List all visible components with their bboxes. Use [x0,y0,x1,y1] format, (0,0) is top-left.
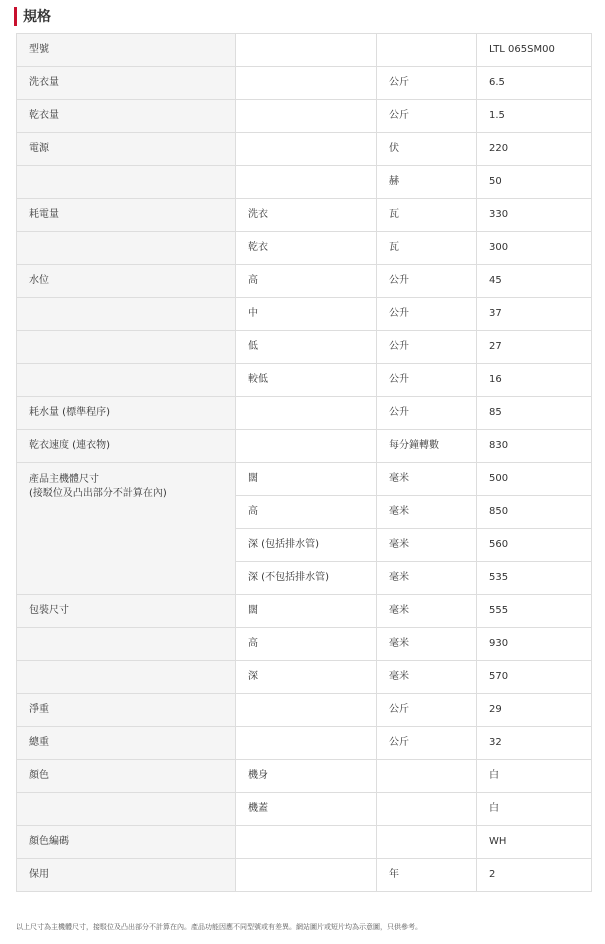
spec-sublabel-cell: 高 [236,628,377,661]
spec-value-cell: 560 [477,529,592,562]
spec-unit-cell: 公斤 [377,694,477,727]
spec-unit-cell: 毫米 [377,496,477,529]
spec-label-cell [17,628,236,661]
table-row [17,595,592,628]
table-row [17,166,592,199]
spec-sublabel-cell: 深 (不包括排水管) [236,562,377,595]
spec-sublabel-cell [236,727,377,760]
spec-value-cell: 27 [477,331,592,364]
spec-unit-cell: 瓦 [377,199,477,232]
spec-label-cell [17,793,236,826]
spec-value-cell: 白 [477,793,592,826]
spec-sublabel-cell: 洗衣 [236,199,377,232]
spec-label-cell [17,661,236,694]
table-row [17,100,592,133]
spec-sublabel-cell: 低 [236,331,377,364]
spec-value-cell: 570 [477,661,592,694]
table-row [17,133,592,166]
spec-label-cell: 包裝尺寸 [17,595,236,628]
spec-value-cell: WH [477,826,592,859]
section-title: 規格 [23,9,51,25]
spec-sublabel-cell [236,166,377,199]
spec-label-cell: 總重 [17,727,236,760]
spec-sublabel-cell [236,133,377,166]
table-row [17,67,592,100]
spec-sublabel-cell [236,67,377,100]
spec-table [16,33,592,892]
spec-label-cell: 顏色編碼 [17,826,236,859]
table-row [17,397,592,430]
heading-accent-bar [14,7,17,26]
spec-value-cell: 220 [477,133,592,166]
table-row [17,793,592,826]
table-row [17,331,592,364]
spec-unit-cell [377,34,477,67]
spec-sublabel-cell [236,100,377,133]
spec-label-cell: 電源 [17,133,236,166]
table-row [17,859,592,892]
spec-unit-cell: 公升 [377,265,477,298]
spec-unit-cell: 公升 [377,331,477,364]
spec-label-cell: 耗電量 [17,199,236,232]
spec-sublabel-cell [236,859,377,892]
spec-sublabel-cell: 高 [236,265,377,298]
spec-value-cell: 85 [477,397,592,430]
spec-sublabel-cell: 機蓋 [236,793,377,826]
spec-value-cell: 32 [477,727,592,760]
table-row [17,727,592,760]
spec-unit-cell: 毫米 [377,562,477,595]
spec-unit-cell: 瓦 [377,232,477,265]
spec-unit-cell [377,760,477,793]
spec-label-cell [17,232,236,265]
spec-unit-cell: 公斤 [377,727,477,760]
spec-label-note: (接駁位及凸出部分不計算在內) [29,488,167,499]
spec-value-cell: 45 [477,265,592,298]
spec-label-cell: 型號 [17,34,236,67]
spec-label-cell [17,463,236,595]
spec-value-cell: 16 [477,364,592,397]
spec-sublabel-cell: 乾衣 [236,232,377,265]
spec-value-cell: 850 [477,496,592,529]
table-row [17,298,592,331]
table-row [17,628,592,661]
spec-value-cell: 白 [477,760,592,793]
table-row [17,232,592,265]
spec-label-cell: 乾衣量 [17,100,236,133]
spec-value-cell: 930 [477,628,592,661]
spec-value-cell: 555 [477,595,592,628]
table-row [17,265,592,298]
spec-label-cell: 乾衣速度 (連衣物) [17,430,236,463]
table-row [17,430,592,463]
spec-unit-cell: 公斤 [377,67,477,100]
table-row [17,760,592,793]
table-row [17,364,592,397]
spec-unit-cell: 毫米 [377,463,477,496]
spec-value-cell: 6.5 [477,67,592,100]
spec-value-cell: 1.5 [477,100,592,133]
spec-label-cell: 顏色 [17,760,236,793]
spec-value-cell: 29 [477,694,592,727]
section-heading [14,5,51,27]
spec-label-line: 產品主機體尺寸 [29,474,99,485]
spec-sublabel-cell: 較低 [236,364,377,397]
spec-label-cell [17,331,236,364]
spec-sublabel-cell: 機身 [236,760,377,793]
spec-label-cell: 保用 [17,859,236,892]
spec-unit-cell: 公升 [377,298,477,331]
spec-label-cell: 淨重 [17,694,236,727]
spec-value-cell: 37 [477,298,592,331]
spec-unit-cell [377,793,477,826]
spec-unit-cell: 毫米 [377,595,477,628]
spec-sublabel-cell [236,430,377,463]
table-row [17,661,592,694]
spec-sublabel-cell [236,694,377,727]
spec-sublabel-cell: 闊 [236,463,377,496]
table-row [17,826,592,859]
spec-unit-cell: 公斤 [377,100,477,133]
spec-sublabel-cell: 深 [236,661,377,694]
spec-unit-cell: 公升 [377,364,477,397]
spec-label-cell [17,364,236,397]
table-row [17,463,592,496]
table-row [17,34,592,67]
spec-unit-cell: 毫米 [377,529,477,562]
spec-value-cell: LTL 065SM00 [477,34,592,67]
table-row [17,694,592,727]
spec-table-body [17,34,592,892]
spec-unit-cell: 公升 [377,397,477,430]
spec-value-cell: 535 [477,562,592,595]
spec-label-cell: 耗水量 (標準程序) [17,397,236,430]
spec-unit-cell [377,826,477,859]
spec-sublabel-cell [236,34,377,67]
spec-sublabel-cell: 闊 [236,595,377,628]
spec-unit-cell: 毫米 [377,628,477,661]
spec-label-cell: 水位 [17,265,236,298]
spec-value-cell: 50 [477,166,592,199]
spec-unit-cell: 赫 [377,166,477,199]
spec-unit-cell: 年 [377,859,477,892]
spec-unit-cell: 每分鐘轉數 [377,430,477,463]
table-row [17,199,592,232]
spec-value-cell: 2 [477,859,592,892]
spec-value-cell: 830 [477,430,592,463]
spec-sublabel-cell: 深 (包括排水管) [236,529,377,562]
spec-sublabel-cell [236,397,377,430]
spec-unit-cell: 伏 [377,133,477,166]
spec-label-cell: 洗衣量 [17,67,236,100]
footer-note: 以上尺寸為主機體尺寸，接駁位及凸出部分不計算在內。產品功能因應不同型號或有差異。網站圖片或短片均為示意圖，只供參考。 [16,923,422,931]
spec-sublabel-cell: 中 [236,298,377,331]
spec-sublabel-cell: 高 [236,496,377,529]
spec-value-cell: 330 [477,199,592,232]
spec-unit-cell: 毫米 [377,661,477,694]
spec-value-cell: 500 [477,463,592,496]
spec-label-cell [17,166,236,199]
spec-label-cell [17,298,236,331]
spec-value-cell: 300 [477,232,592,265]
spec-sublabel-cell [236,826,377,859]
